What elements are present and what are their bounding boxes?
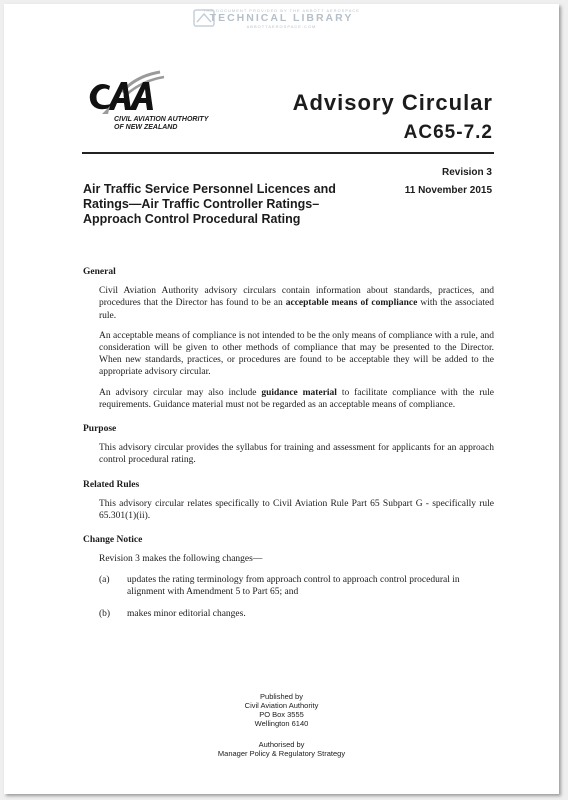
acceptable-means-bold: acceptable means of compliance (285, 298, 418, 309)
authoriser-name: Manager Policy & Regulatory Strategy (217, 749, 346, 758)
general-paragraph-2: An acceptable means of compliance is not intended to be the only means of compliance with a rule, and consideration will be given to other methods of compliance that may be presented to the Director. When new standards, practices, or procedures are found to be acceptable they will be added to the appropriate advisory circular. (99, 330, 494, 378)
authorised-by-label: Authorised by (258, 740, 305, 749)
published-by-label: Published by (260, 692, 303, 701)
caa-logo-mark-icon (80, 70, 220, 116)
revision-date: 11 November 2015 (404, 185, 492, 196)
document-number: AC65-7.2 (403, 122, 493, 143)
list-item-text: updates the rating terminology from approach control to approach control procedural in alignment with Amendment 5 to Part 65; and (127, 574, 460, 597)
list-item (83, 608, 494, 620)
publisher-org: Civil Aviation Authority (244, 701, 319, 710)
publisher-city: Wellington 6140 (254, 719, 309, 728)
section-heading-purpose: Purpose (83, 424, 117, 435)
watermark-main-text: TECHNICAL LIBRARY (209, 12, 354, 24)
general-paragraph-1 (83, 285, 494, 322)
list-marker: (b) (99, 609, 111, 620)
section-heading-change-notice: Change Notice (83, 535, 143, 546)
purpose-paragraph: This advisory circular provides the syllabus for training and assessment for applicants for an approach control procedural rating. (99, 443, 494, 466)
list-marker: (a) (99, 574, 110, 585)
authoriser-block (4, 740, 559, 758)
document-body (83, 266, 494, 630)
watermark-sub-text: ABBOTTAEROSPACE.COM (246, 24, 317, 29)
general-p3-text-a: An advisory circular may also include (99, 387, 262, 398)
guidance-material-bold: guidance material (261, 387, 337, 398)
section-heading-general: General (83, 267, 116, 277)
related-rules-paragraph: This advisory circular relates specifically to Civil Aviation Rule Part 65 Subpart G - specifically rule 65.301(1)(ii). (99, 498, 494, 522)
general-p3-text-b: to facilitate compliance with the rule requirements. Guidance material must not be regarded as an acceptable means of compliance. (99, 387, 494, 410)
watermark (4, 8, 559, 29)
logo-caption-line2: OF NEW ZEALAND (114, 124, 178, 131)
general-paragraph-3 (83, 387, 494, 411)
document-type: Advisory Circular (292, 90, 493, 115)
list-item (83, 574, 494, 598)
header-divider (82, 152, 494, 154)
general-p1-text-b: with the associated rule. (99, 298, 494, 321)
publisher-block (4, 692, 559, 728)
logo-caption-line1: CIVIL AVIATION AUTHORITY (114, 116, 209, 123)
list-item-text: makes minor editorial changes. (127, 609, 246, 620)
revision-label: Revision 3 (441, 167, 492, 178)
publisher-po-box: PO Box 3555 (259, 710, 304, 719)
watermark-top-text: THE DOCUMENT PROVIDED BY THE ABBOTT AEROSPACE (203, 8, 360, 13)
general-p1-text-a: Civil Aviation Authority advisory circulars contain information about standards, practices, and procedures that the Director has found to be an (99, 286, 494, 309)
caa-logo (80, 70, 220, 140)
change-notice-intro: Revision 3 makes the following changes— (99, 554, 263, 565)
document-page (4, 4, 559, 794)
document-title: Air Traffic Service Personnel Licences and Ratings—Air Traffic Controller Ratings–Approach Control Procedural Rating (83, 182, 336, 226)
section-heading-related-rules: Related Rules (83, 479, 140, 490)
